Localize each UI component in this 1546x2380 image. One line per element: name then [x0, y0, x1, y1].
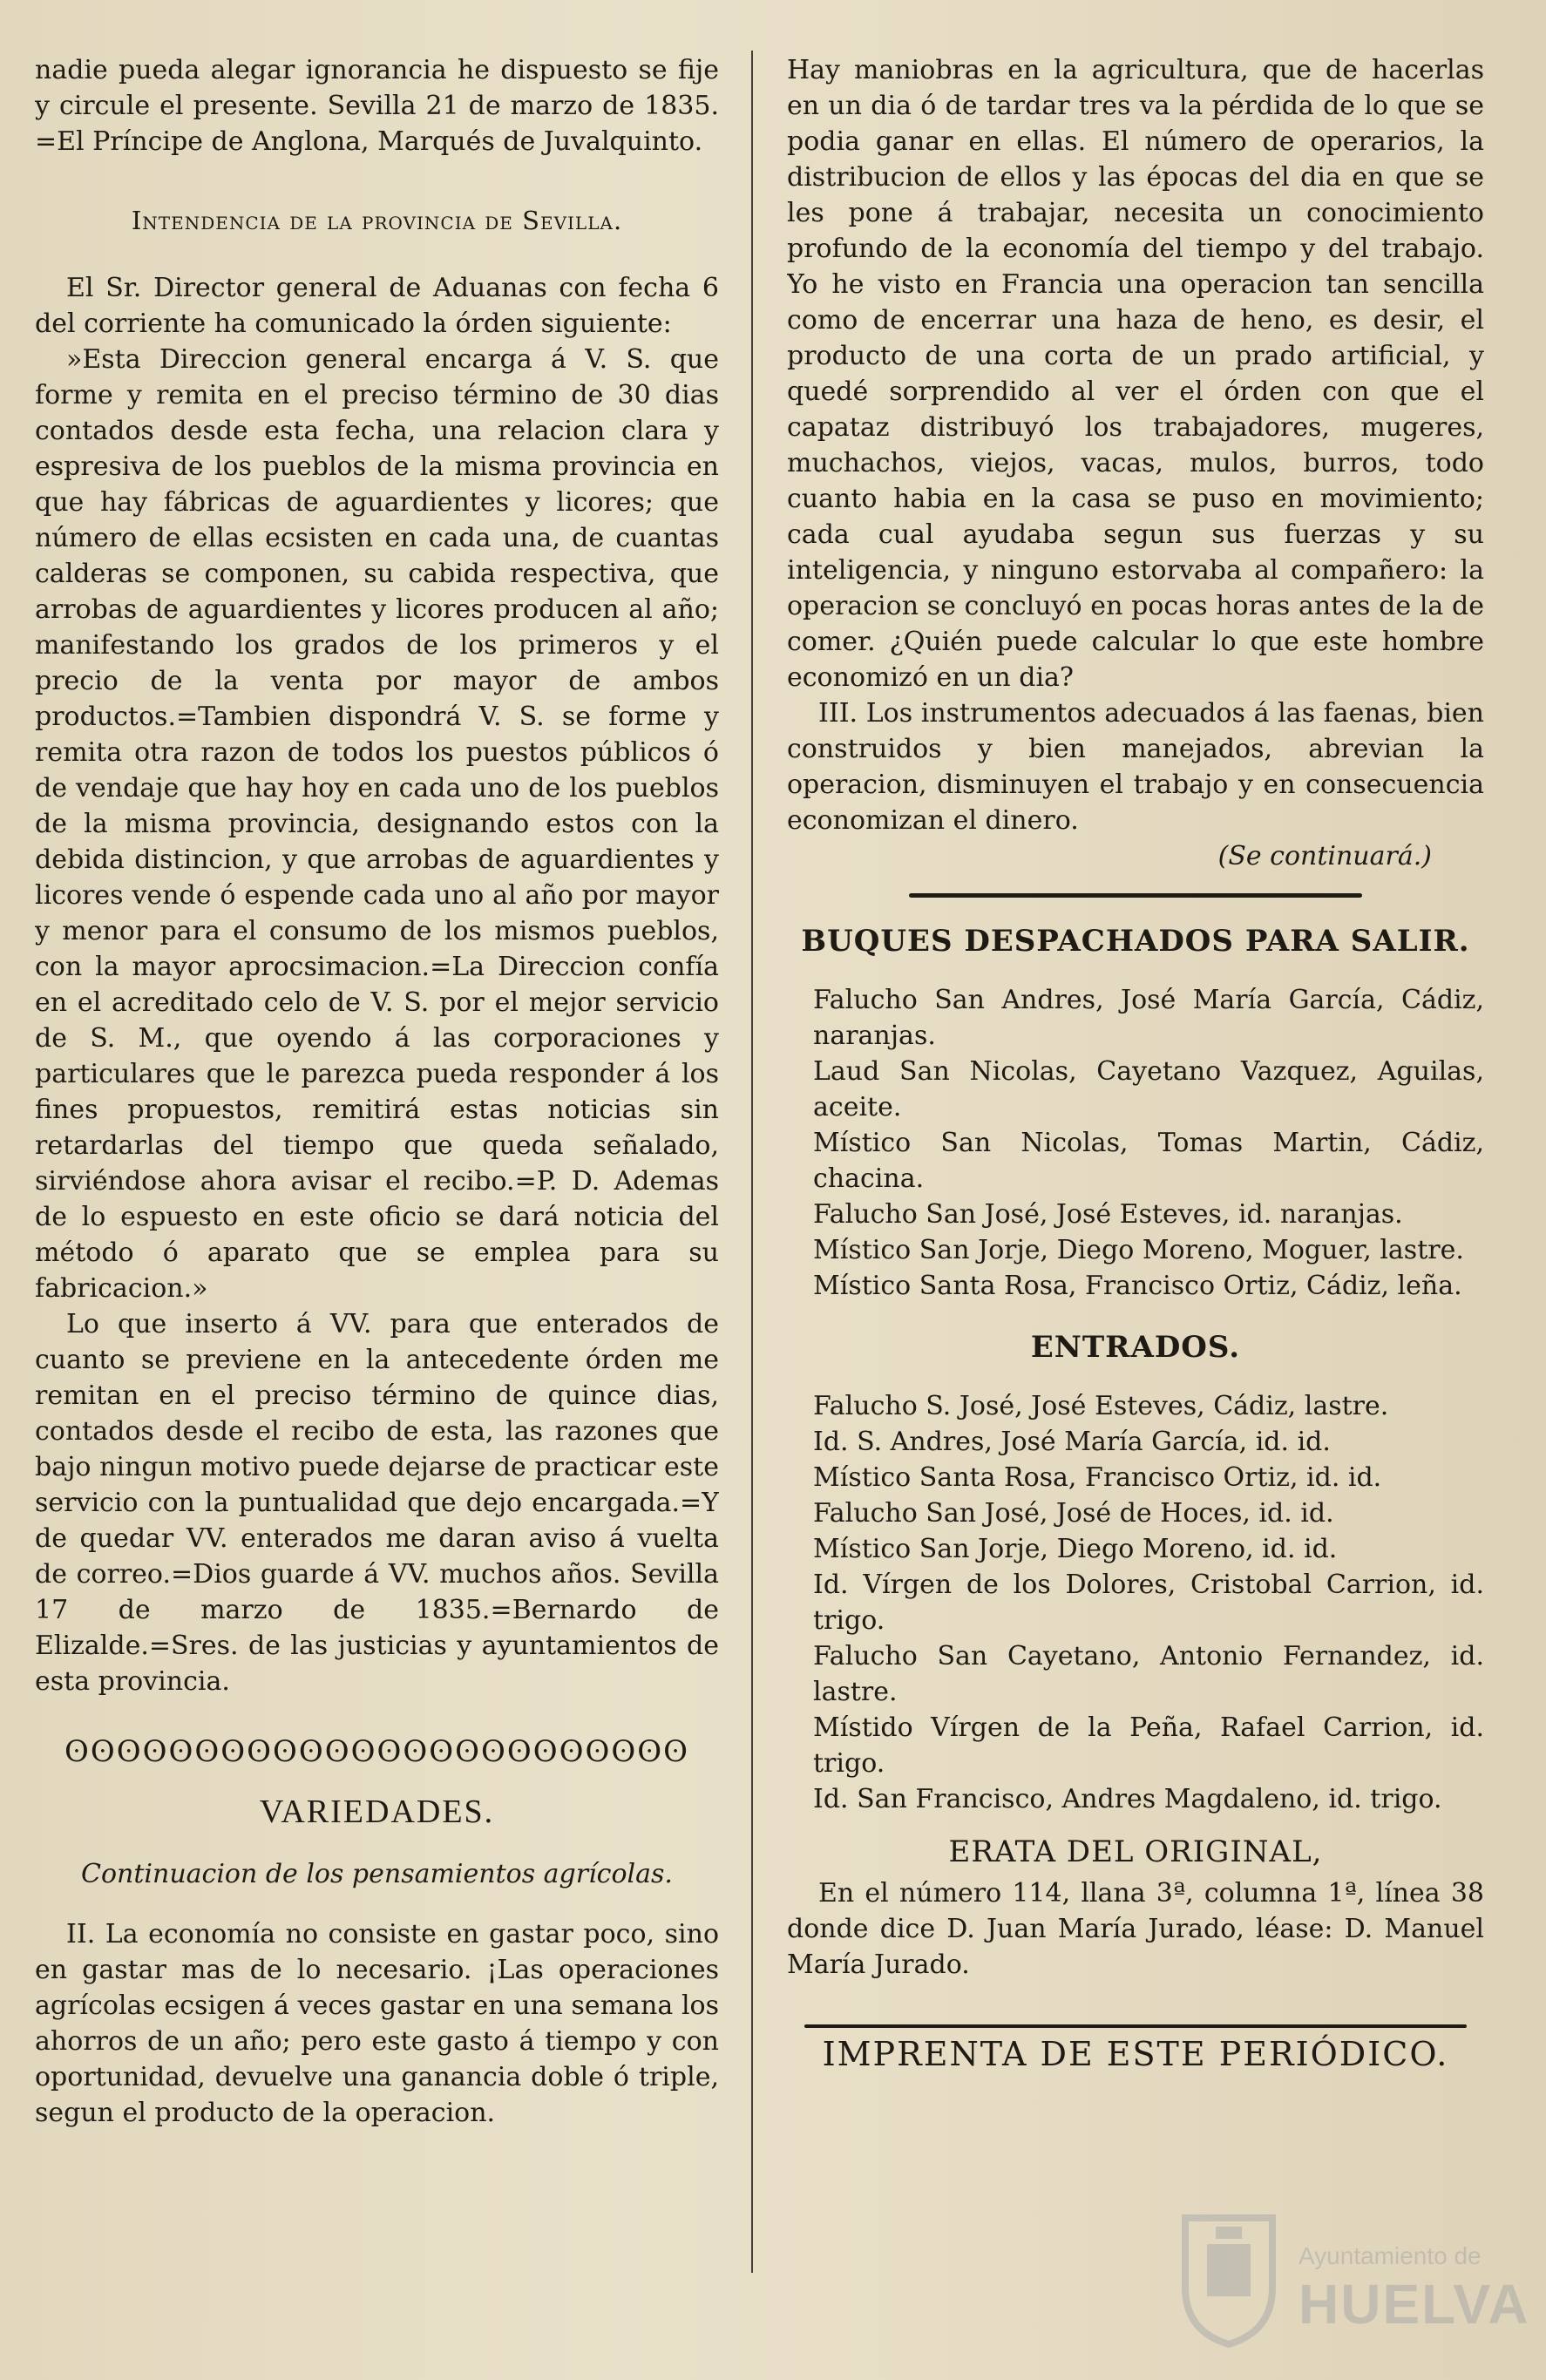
- list-item: Místico San Jorje, Diego Moreno, id. id.: [813, 1534, 1338, 1564]
- paragraph-aduanas-intro: El Sr. Director general de Aduanas con fecha 6 del corriente ha comunicado la órden siguiente:: [35, 273, 719, 339]
- ships-entered-title: ENTRADOS.: [1030, 1330, 1241, 1365]
- list-item: Falucho San Cayetano, Antonio Fernandez, id. lastre.: [813, 1641, 1484, 1707]
- list-item: Falucho San Andres, José María García, Cádiz, naranjas.: [813, 985, 1484, 1051]
- subtitle-pensamientos: Continuacion de los pensamientos agrícolas.: [81, 1859, 673, 1889]
- printer-line: IMPRENTA DE ESTE PERIÓDICO.: [822, 2035, 1449, 2073]
- list-item: Falucho San José, José Esteves, id. naranjas.: [813, 1199, 1403, 1230]
- watermark-city: HUELVA: [1299, 2273, 1530, 2336]
- decree-closing: nadie pueda alegar ignorancia he dispuesto se fije y circule el presente. Sevilla 21 de marzo de 1835. =El Príncipe de Anglona, Marqués de Juvalquinto.: [35, 55, 719, 157]
- list-item: Místido Vírgen de la Peña, Rafael Carrion, id. trigo.: [813, 1712, 1484, 1779]
- list-item: Místico San Nicolas, Tomas Martin, Cádiz, chacina.: [813, 1128, 1484, 1194]
- list-item: Místico Santa Rosa, Francisco Ortiz, Cádiz, leña.: [813, 1271, 1462, 1301]
- section-title-intendencia: Intendencia de la provincia de Sevilla.: [131, 206, 623, 235]
- errata-text: En el número 114, llana 3ª, columna 1ª, línea 38 donde dice D. Juan María Jurado, léase: D. Manuel María Jurado.: [787, 1878, 1484, 1980]
- section-rule: [909, 893, 1362, 898]
- paragraph-aduanas-insert: Lo que inserto á VV. para que enterados de cuanto se previene en la antecedente órden me remitan en el preciso término de quince dias, contados desde el recibo de esta, las razones que bajo ningun motivo puede dejarse de practicar este servicio con la puntualidad que dejo encargada.=Y de quedar VV. enterados me daran aviso á vuelta de correo.=Dios guarde á VV. muchos años. Sevilla 17 de marzo de 1835.=Bernardo de Elizalde.=Sres. de las justicias y ayuntamientos de esta provincia.: [35, 1309, 719, 1697]
- paragraph-economia: II. La economía no consiste en gastar poco, sino en gastar mas de lo necesario. ¡Las operaciones agrícolas ecsigen á veces gastar en una semana los ahorros de un año; pero este gasto á tiempo y con oportunidad, devuelve una ganancia doble ó triple, segun el producto de la operacion.: [35, 1919, 719, 2128]
- section-title-variedades: VARIEDADES.: [259, 1793, 495, 1830]
- ships-entered-list: [787, 1388, 1484, 1817]
- column-divider: [751, 51, 753, 2273]
- watermark-caption: Ayuntamiento de: [1299, 2242, 1482, 2269]
- list-item: Id. S. Andres, José María García, id. id.: [813, 1427, 1331, 1457]
- ships-departed-title: BUQUES DESPACHADOS PARA SALIR.: [801, 924, 1470, 959]
- list-item: Laud San Nicolas, Cayetano Vazquez, Aguilas, aceite.: [813, 1056, 1484, 1122]
- list-item: Místico San Jorje, Diego Moreno, Moguer, lastre.: [813, 1235, 1464, 1265]
- list-item: Místico Santa Rosa, Francisco Ortiz, id. id.: [813, 1462, 1382, 1493]
- list-item: Id. San Francisco, Andres Magdaleno, id. trigo.: [813, 1784, 1442, 1814]
- right-column: [787, 52, 1484, 2353]
- paragraph-maniobras: Hay maniobras en la agricultura, que de hacerlas en un dia ó de tardar tres va la pérdida de lo que se podia ganar en ellas. El número de operarios, la distribucion de ellos y las épocas del dia en que se les pone á trabajar, necesita un conocimiento profundo de la economía del tiempo y del trabajo. Yo he visto en Francia una operacion tan sencilla como de encerrar una haza de heno, es desir, el producto de una corta de un prado artificial, y quedé sorprendido al ver el órden con que el capataz distribuyó los trabajadores, mugeres, muchachos, viejos, vacas, mulos, burros, todo cuanto habia en la casa se puso en movimiento; cada cual ayudaba segun sus fuerzas y su inteligencia, y ninguno estorvaba al compañero: la operacion se concluyó en pocas horas antes de la de comer. ¿Quién puede calcular lo que este hombre economizó en un dia?: [787, 55, 1484, 693]
- list-item: Falucho S. José, José Esteves, Cádiz, lastre.: [813, 1391, 1389, 1421]
- footer-rule: [804, 2024, 1467, 2028]
- ships-departed-list: [787, 982, 1484, 1304]
- shield-icon: [1176, 2209, 1281, 2349]
- archive-watermark: [1176, 2209, 1530, 2357]
- paragraph-instrumentos: III. Los instrumentos adecuados á las faenas, bien construidos y bien manejados, abrevian la operacion, disminuyen el trabajo y en consecuencia economizan el dinero.: [787, 698, 1484, 836]
- paragraph-aduanas-order: »Esta Direccion general encarga á V. S. que forme y remita en el preciso término de 30 dias contados desde esta fecha, una relacion clara y espresiva de los pueblos de la misma provincia en que hay fábricas de aguardientes y licores; que número de ellas ecsisten en cada una, de cuantas calderas se componen, su cabida respectiva, que arrobas de aguardientes y licores producen al año; manifestando los grados de los primeros y el precio de la venta por mayor de ambos productos.=Tambien dispondrá V. S. se forme y remita otra razon de todos los puestos públicos ó de vendaje que hay hoy en cada uno de los pueblos de la misma provincia, designando estos con la debida distincion, y que arrobas de aguardientes y licores vende ó espende cada uno al año por mayor y menor para el consumo de los mismos pueblos, con la mayor aprocsimacion.=La Direccion confía en el acreditado celo de V. S. por el mejor servicio de S. M., que oyendo á las corporaciones y particulares que le parezca pueda responder á los fines propuestos, remitirá estas noticias sin retardarlas del tiempo que queda señalado, sirviéndose ahora avisar el recibo.=P. D. Ademas de lo espuesto en este oficio se dará noticia del método ó aparato que se emplea para su fabricacion.»: [35, 344, 719, 1304]
- ornament-divider: ʘʘʘʘʘʘʘʘʘʘʘʘʘʘʘʘʘʘʘʘʘʘʘʘ: [64, 1734, 689, 1769]
- continue-note: (Se continuará.): [1217, 841, 1432, 871]
- list-item: Falucho San José, José de Hoces, id. id.: [813, 1498, 1334, 1529]
- list-item: Id. Vírgen de los Dolores, Cristobal Carrion, id. trigo.: [813, 1570, 1484, 1636]
- errata-title: ERATA DEL ORIGINAL,: [948, 1834, 1323, 1869]
- left-column: [35, 52, 719, 2344]
